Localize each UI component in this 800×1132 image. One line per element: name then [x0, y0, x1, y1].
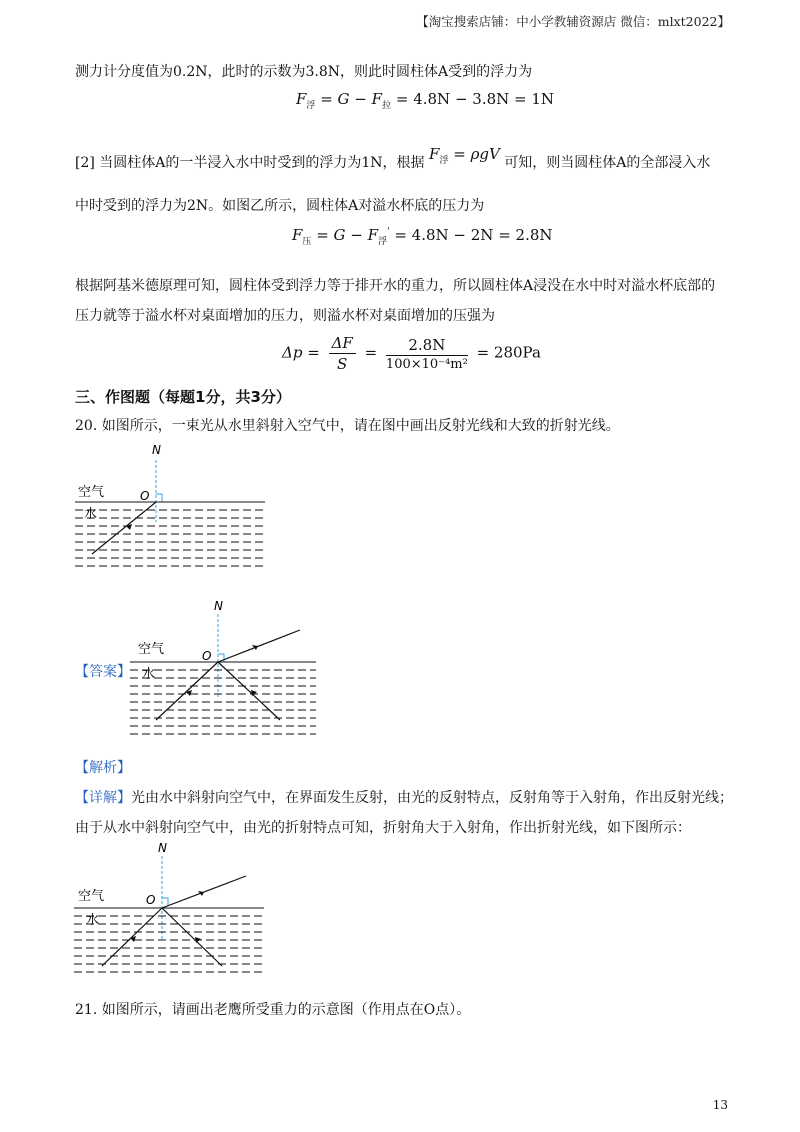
formula-result: = 4.8N − 3.8N = 1N: [395, 90, 555, 108]
water-label: 水: [84, 507, 98, 522]
formula-symbol: G: [337, 90, 350, 108]
paragraph-2: [75, 145, 711, 179]
paragraph-2-end: 可知，则当圆柱体A的全部浸入水: [504, 155, 711, 171]
page-number: 13: [712, 1098, 728, 1112]
air-label: 空气: [78, 485, 105, 500]
air-label: 空气: [138, 642, 165, 657]
incident-ray: [102, 908, 162, 966]
formula-pressure: Δp = $\frac{\Delta F}{S}$ = $\frac{2.8N}{\text{100×10⁻⁴m²}}$ = 280Pa: [282, 334, 541, 373]
water-label: 水: [142, 667, 156, 682]
water-label: 水: [86, 913, 100, 928]
formula-symbol: F: [371, 90, 383, 108]
water-hatching: [130, 670, 316, 734]
question-20: 20. 如图所示，一束光从水里斜射入空气中，请在图中画出反射光线和大致的折射光线。: [75, 418, 620, 434]
point-label: O: [146, 893, 156, 907]
formula-subscript: 浮: [439, 156, 449, 166]
formula-symbol: G: [333, 226, 346, 244]
formula-symbol: F: [429, 145, 440, 163]
refracted-ray: [218, 630, 300, 662]
fraction-numerator: 2.8N: [386, 336, 468, 356]
formula-symbol: F: [296, 90, 307, 108]
formula-lhs: Δp =: [282, 343, 320, 362]
formula-buoyancy-1: $F_浮 = G - F_拉 = 4.8N - 3.8N = 1N$: [296, 90, 555, 111]
detail-text-1: 光由水中斜射向空气中，在界面发生反射，由光的反射特点，反射角等于入射角，作出反射光线；: [131, 790, 733, 806]
paragraph-4: 根据阿基米德原理可知，圆柱体受到浮力等于排开水的重力，所以圆柱体A浸没在水中时对溢水杯底部的: [75, 278, 716, 294]
incident-ray: [156, 662, 218, 720]
right-angle-mark: [162, 898, 168, 906]
point-label: O: [202, 649, 212, 663]
normal-label: N: [152, 443, 161, 457]
formula-pressure-force: $F_压 = G - F_浮' = 4.8N - 2N = 2.8N$: [292, 226, 553, 247]
normal-label: N: [214, 599, 223, 613]
water-hatching: [75, 510, 265, 566]
normal-label: N: [158, 841, 167, 855]
detail-line-2: 由于从水中斜射向空气中，由光的折射特点可知，折射角大于入射角，作出折射光线，如下图所示：: [75, 820, 691, 836]
formula-superscript: ': [387, 227, 390, 237]
fraction-denominator: 100×10⁻⁴m²: [385, 356, 468, 372]
question-21: 21. 如图所示，请画出老鹰所受重力的示意图（作用点在O点）。: [75, 1002, 471, 1018]
paragraph-1: 测力计分度值为0.2N，此时的示数为3.8N，则此时圆柱体A受到的浮力为: [75, 64, 533, 80]
fraction-numerator: ΔF: [331, 334, 353, 352]
diagram-answer-20: [128, 598, 318, 740]
formula-result: = ρgV: [453, 145, 500, 163]
analysis-label: 【解析】: [75, 760, 131, 776]
paragraph-5: 压力就等于溢水杯对桌面增加的压力，则溢水杯对桌面增加的压强为: [75, 308, 495, 324]
formula-symbol: F: [292, 226, 303, 244]
right-angle-mark: [156, 494, 162, 502]
air-label: 空气: [78, 889, 105, 904]
formula-subscript: 浮: [378, 237, 388, 247]
reflected-ray: [162, 908, 222, 966]
water-hatching: [74, 916, 264, 972]
detail-label: 【详解】: [75, 790, 131, 806]
diagram-explanation-20: [72, 840, 268, 982]
fraction-values: [386, 336, 468, 372]
answer-label: 【答案】: [75, 664, 131, 680]
diagram-question-20: [70, 440, 270, 580]
reflected-ray: [218, 662, 280, 720]
fraction-denominator: S: [337, 355, 348, 373]
formula-result: = 280Pa: [476, 343, 541, 362]
formula-symbol: F: [367, 226, 379, 244]
detail-line-1: [75, 788, 733, 808]
incident-arrow: [130, 936, 136, 942]
formula-result: = 4.8N − 2N = 2.8N: [394, 226, 553, 244]
formula-subscript: 浮: [306, 101, 316, 111]
refracted-arrow: [252, 645, 258, 650]
formula-subscript: 压: [302, 237, 312, 247]
fraction-delta: [329, 334, 356, 373]
point-label: O: [140, 489, 150, 503]
paragraph-3: 中时受到的浮力为2N。如图乙所示，圆柱体A对溢水杯底的压力为: [75, 198, 485, 214]
header-note: 【淘宝搜索店铺：中小学教辅资源店 微信：mlxt2022】: [416, 14, 730, 29]
formula-archimedes: [429, 145, 500, 166]
section-title: 三、作图题（每题1分，共3分）: [75, 388, 291, 406]
paragraph-2-start: [2] 当圆柱体A的一半浸入水中时受到的浮力为1N，根据: [75, 155, 425, 171]
formula-subscript: 拉: [382, 101, 392, 111]
